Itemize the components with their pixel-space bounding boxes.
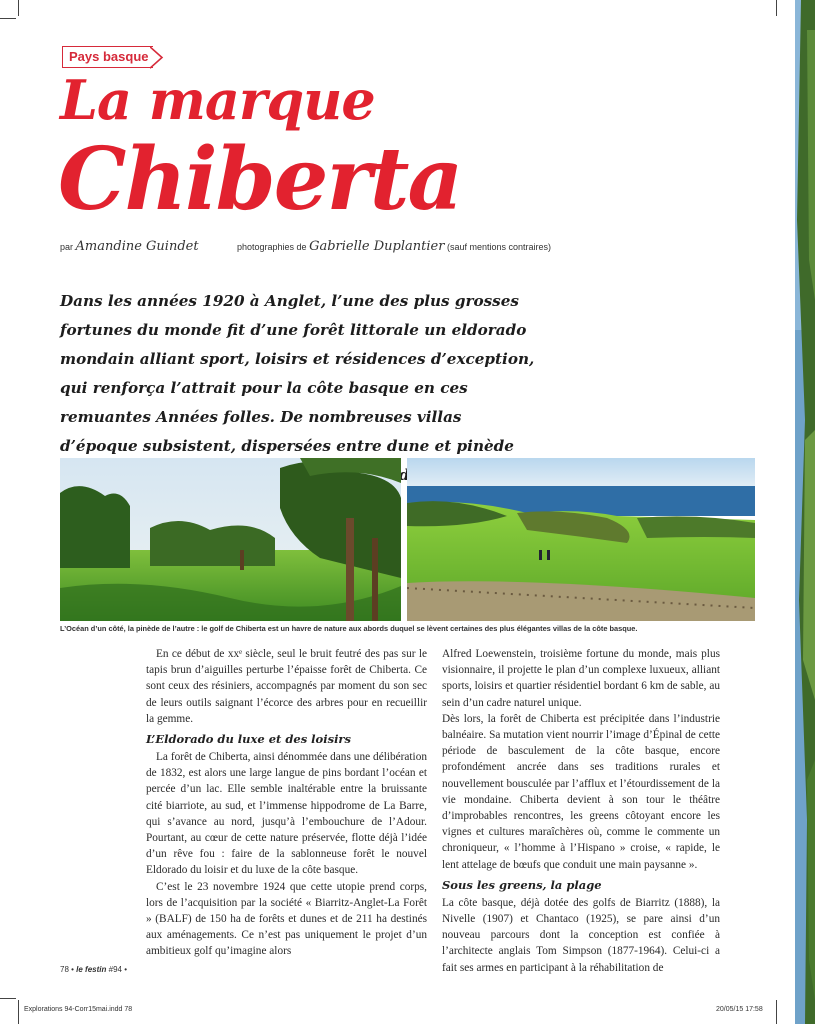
body-paragraph: Dès lors, la forêt de Chiberta est précipitée dans l’industrie balnéaire. Sa mutation vient nourrir l’image d’Épinal de cette période de basculement de la côte basque, encore profondément ancrée dans ses traditions rurales et nouvellement bousculée par l’afflux et l’étourdissement de la vie mondaine. Chiberta devient à son tour le théâtre d’improbables rencontres, les greens côtoyant encore les vignes et cultures maraîchères où, comme le commente un chroniqueur, « l’homme à l’Hispano » croise, « rapide, le lent attelage de bœufs que conduit une main paysanne ». bbox=[442, 712, 720, 871]
subheading: Sous les greens, la plage bbox=[442, 877, 602, 892]
crop-mark bbox=[776, 0, 777, 16]
byline-par: par bbox=[60, 242, 74, 252]
crop-mark bbox=[18, 0, 19, 16]
photographer-byline bbox=[237, 240, 551, 254]
title-line-2: Chiberta bbox=[58, 129, 462, 230]
magazine-name: le festin bbox=[76, 965, 107, 974]
tag-arrow-icon bbox=[150, 46, 164, 69]
byline-photos-prefix: photographies de bbox=[237, 242, 307, 252]
lead-paragraph: Dans les années 1920 à Anglet, l’une des plus grosses fortunes du monde fit d’une forêt littorale un eldorado mondain alliant sport, loisirs et résidences d’exception, qui renforça l’attrait pour la côte basque en ces remuantes Années folles. De nombreuses villas d’époque subsistent, dispersées entre dune et pinède bbox=[60, 292, 535, 455]
photographer-name: Gabrielle Duplantier bbox=[309, 239, 445, 254]
crop-mark bbox=[18, 1000, 19, 1024]
body-column-1 bbox=[146, 646, 427, 960]
body-paragraph: Alfred Loewenstein, troisième fortune du monde, mais plus visionnaire, il projette le plan d’un complexe luxueux, alliant sports, loisirs et quartier résidentiel bordant 6 km de sable, au sein d’un cadre naturel unique. bbox=[442, 648, 720, 709]
page-folio: 78 • le festin #94 • bbox=[60, 965, 128, 974]
subheading: L’Eldorado du luxe et des loisirs bbox=[146, 732, 351, 747]
body-column-2 bbox=[442, 646, 720, 976]
photo-pine-forest-golf bbox=[60, 458, 401, 621]
photo-ocean-golf bbox=[407, 458, 755, 621]
author-name: Amandine Guindet bbox=[75, 239, 199, 254]
print-slug-file: Explorations 94-Corr15mai.indd 78 bbox=[24, 1006, 133, 1013]
body-paragraph: La forêt de Chiberta, ainsi dénommée dans une délibération de 1832, est alors une large langue de pins bordant l’océan et percée d’un lac. Elle semble inaltérable entre la bruissante cité biarriote, au sud, et l’immense hippodrome de La Barre, qui s’avance au nord, jusqu’à l’embouchure de l’Adour. Pourtant, au cœur de cette nature préservée, flotte déjà l’idée d’un rêve fou : faire de la sablonneuse forêt le nouvel Eldorado du loisir et du luxe de la côte basque. bbox=[146, 751, 427, 877]
print-slug-date: 20/05/15 17:58 bbox=[716, 1006, 763, 1013]
crop-mark bbox=[0, 998, 16, 999]
byline-photos-suffix: (sauf mentions contraires) bbox=[446, 242, 551, 252]
edge-photo-strip bbox=[795, 0, 815, 1024]
section-tag: Pays basque bbox=[62, 46, 153, 68]
body-paragraph: C’est le 23 novembre 1924 que cette utopie prend corps, lors de l’acquisition par la société « Biarritz-Anglet-La Forêt » (BALF) de 150 ha de forêts et dunes et de 211 ha destinés aux aménagements. Ce n’est pas uniquement le projet d’un ambitieux golf qu’imagine alors bbox=[146, 880, 427, 958]
issue-number: #94 bbox=[108, 965, 122, 974]
body-paragraph: En ce début de xxᵉ siècle, seul le bruit feutré des pas sur le tapis brun d’aiguilles perturbe l’épaisse forêt de Chiberta. Ce sont ceux des résiniers, accompagnés par moment du son sec de leurs outils saignant l’écorce des arbres pour en recueillir la gemme. bbox=[146, 648, 427, 725]
page-number: 78 bbox=[60, 965, 69, 974]
body-paragraph: La côte basque, déjà dotée des golfs de Biarritz (1888), la Nivelle (1907) et Chantaco (1925), se pare ainsi d’un nouveau parcours dont la conception est confiée à l’architecte anglais Tom Simpson (1877-1964). Celui-ci a fait ses armes en participant à la réhabilitation de bbox=[442, 896, 720, 974]
crop-mark bbox=[0, 18, 16, 19]
crop-mark bbox=[776, 1000, 777, 1024]
author-byline bbox=[60, 240, 199, 254]
title-line-1: La marque bbox=[60, 68, 375, 132]
photo-caption: L’Océan d’un côté, la pinède de l’autre : le golf de Chiberta est un havre de nature aux abords duquel se lèvent certaines des plus élégantes villas de la côte basque. bbox=[60, 624, 638, 633]
